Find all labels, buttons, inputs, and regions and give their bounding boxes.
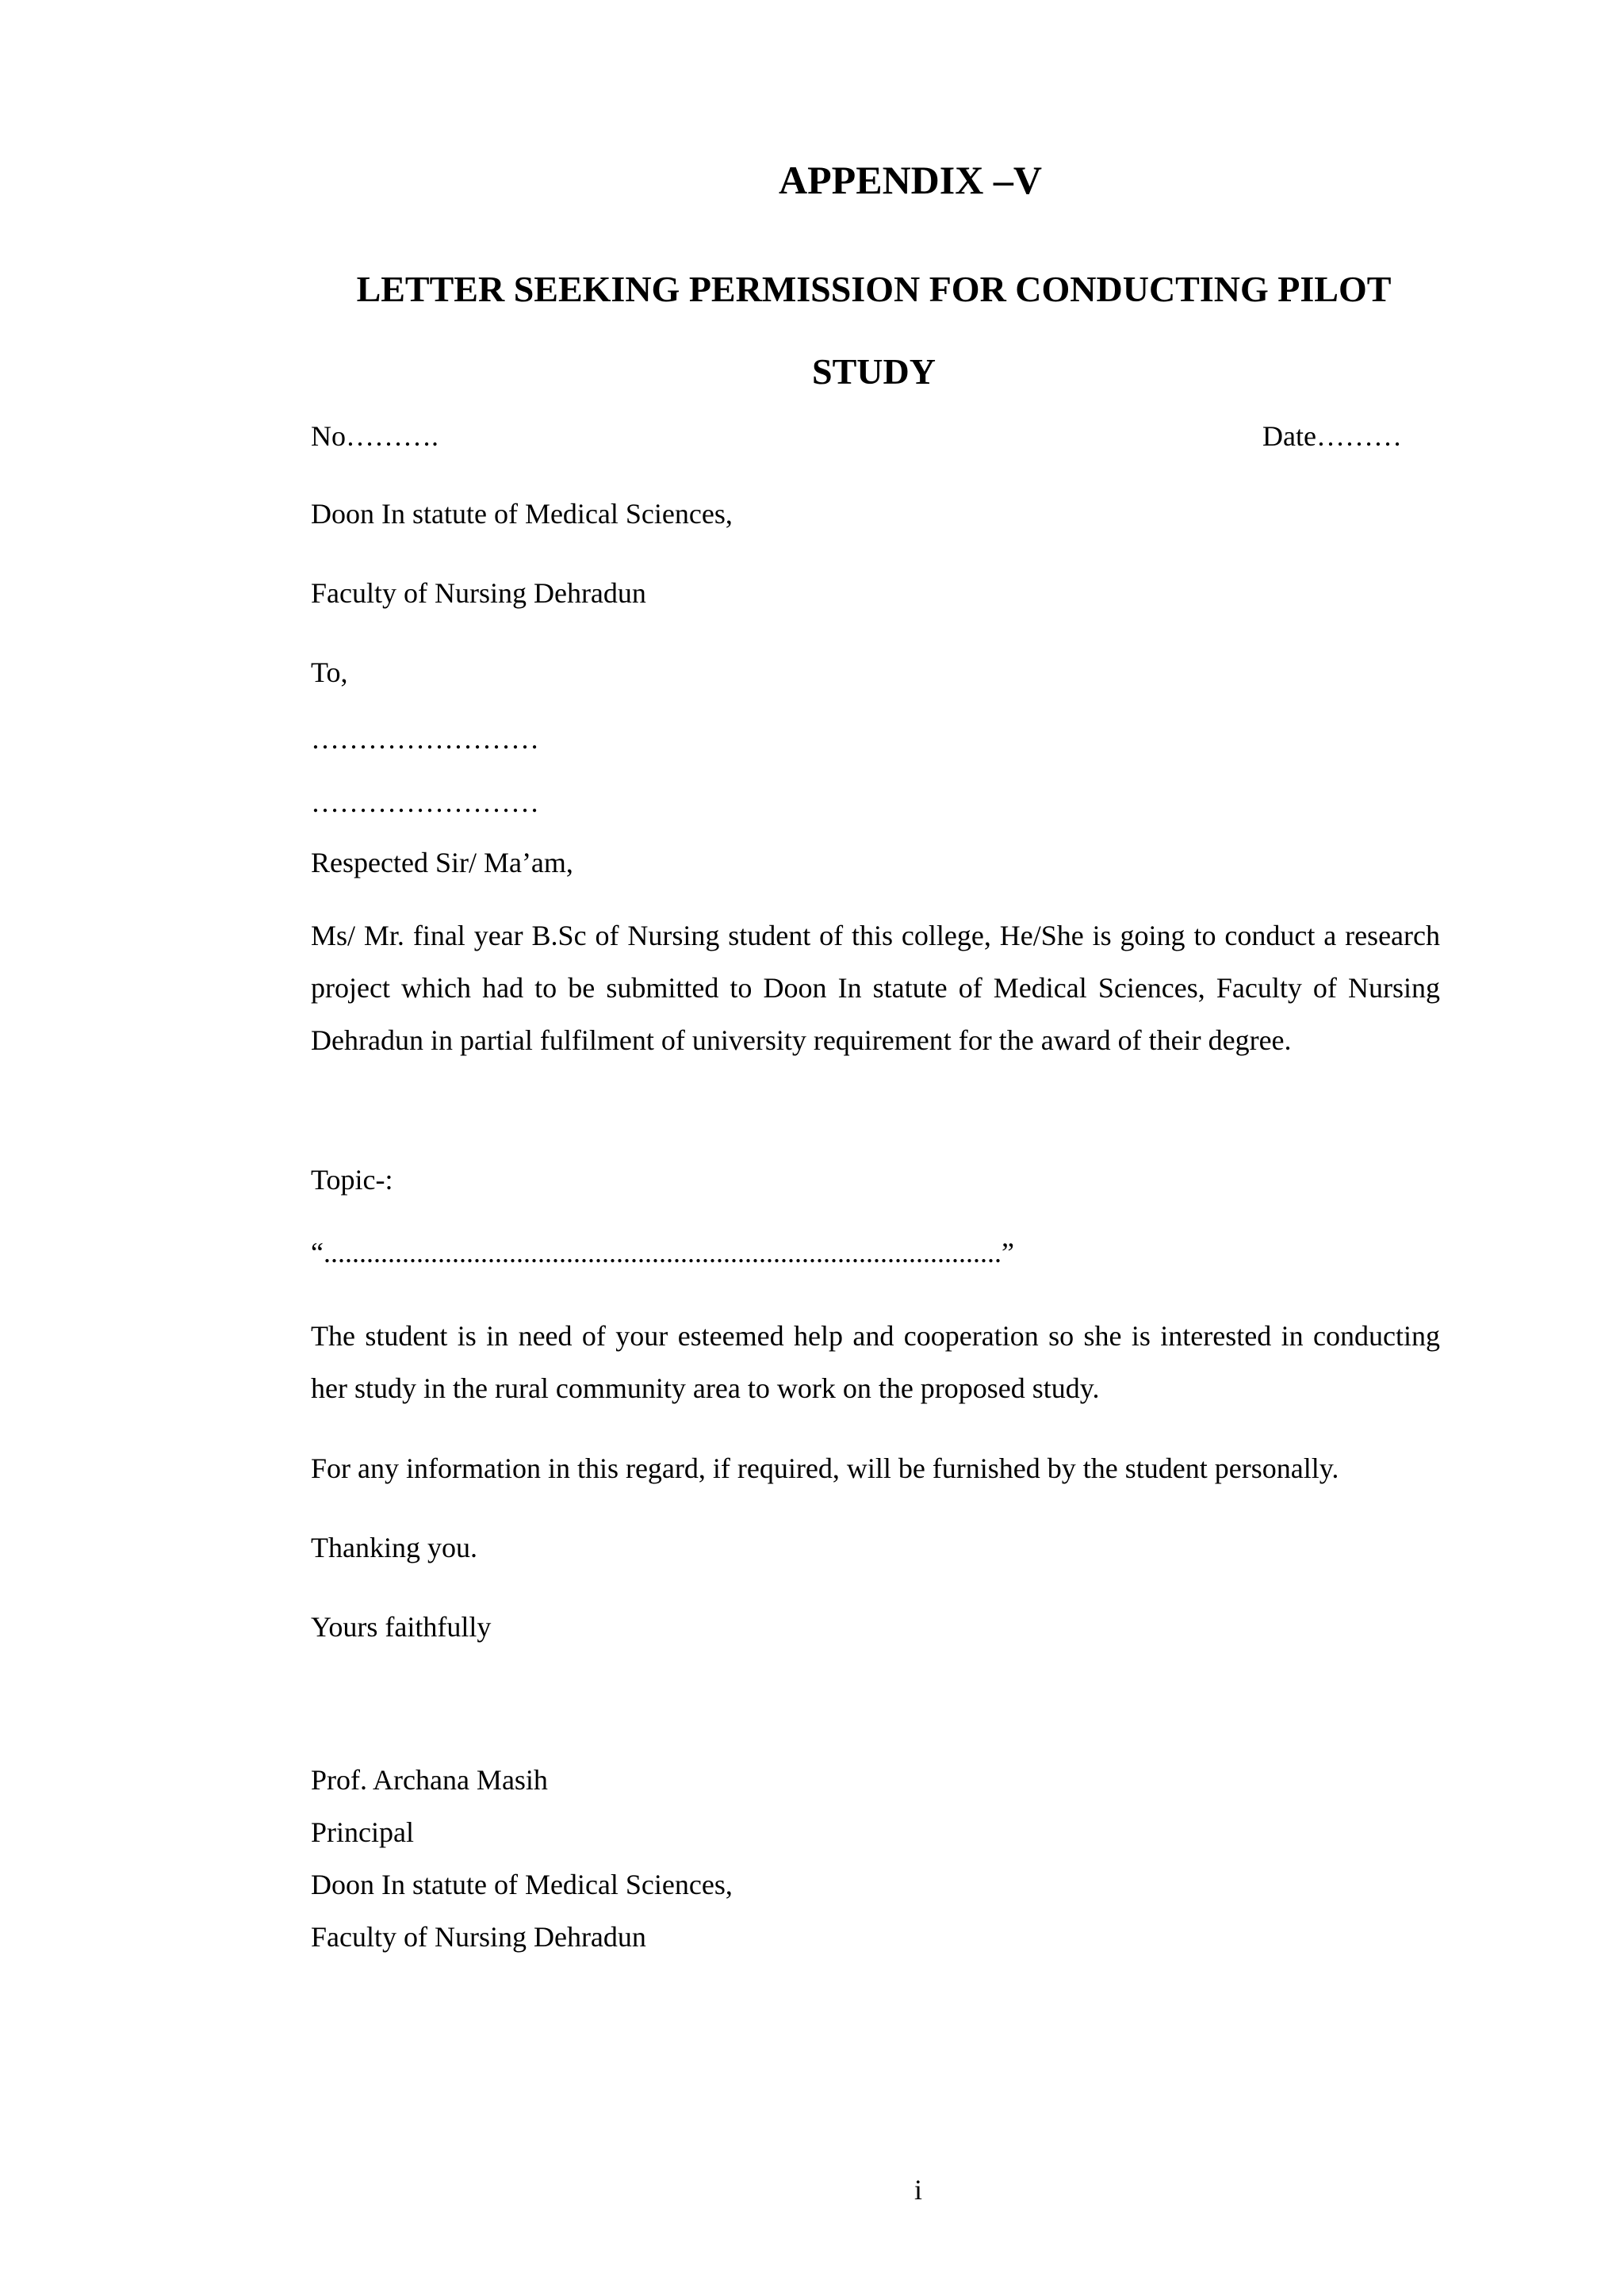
reference-number: No………. bbox=[311, 420, 439, 452]
recipient-address-line-2: …………………… bbox=[311, 786, 539, 818]
info-paragraph: For any information in this regard, if required, will be furnished by the student personally. bbox=[311, 1452, 1339, 1484]
appendix-title: APPENDIX –V bbox=[779, 158, 1042, 202]
recipient-address-line-1: …………………… bbox=[311, 723, 539, 755]
help-paragraph: The student is in need of your esteemed help and cooperation so she is interested in conducting her study in the rural community area to work on the proposed study. bbox=[311, 1320, 1440, 1404]
sender-institution: Doon In statute of Medical Sciences, bbox=[311, 498, 733, 530]
page-number: i bbox=[914, 2174, 922, 2206]
signatory-name: Prof. Archana Masih bbox=[311, 1764, 548, 1796]
salutation: Respected Sir/ Ma’am, bbox=[311, 847, 573, 878]
signatory-faculty: Faculty of Nursing Dehradun bbox=[311, 1921, 646, 1953]
signatory-institution: Doon In statute of Medical Sciences, bbox=[311, 1869, 733, 1900]
letter-date: Date……… bbox=[1262, 420, 1402, 452]
sender-faculty: Faculty of Nursing Dehradun bbox=[311, 577, 646, 609]
recipient-to: To, bbox=[311, 656, 348, 688]
letter-title: LETTER SEEKING PERMISSION FOR CONDUCTING PILOT STUDY bbox=[356, 269, 1392, 392]
topic-label: Topic-: bbox=[311, 1164, 393, 1196]
topic-placeholder: “...............................................................................................” bbox=[311, 1237, 1014, 1269]
body-paragraph: Ms/ Mr. final year B.Sc of Nursing student of this college, He/She is going to conduct a research project which had to be submitted to Doon In statute of Medical Sciences, Faculty of Nursing Dehradun in partial fulfilment of university requirement for the award of their degree. bbox=[311, 920, 1440, 1056]
signatory-designation: Principal bbox=[311, 1816, 414, 1848]
closing-line: Yours faithfully bbox=[311, 1611, 492, 1643]
thanks-line: Thanking you. bbox=[311, 1532, 477, 1563]
